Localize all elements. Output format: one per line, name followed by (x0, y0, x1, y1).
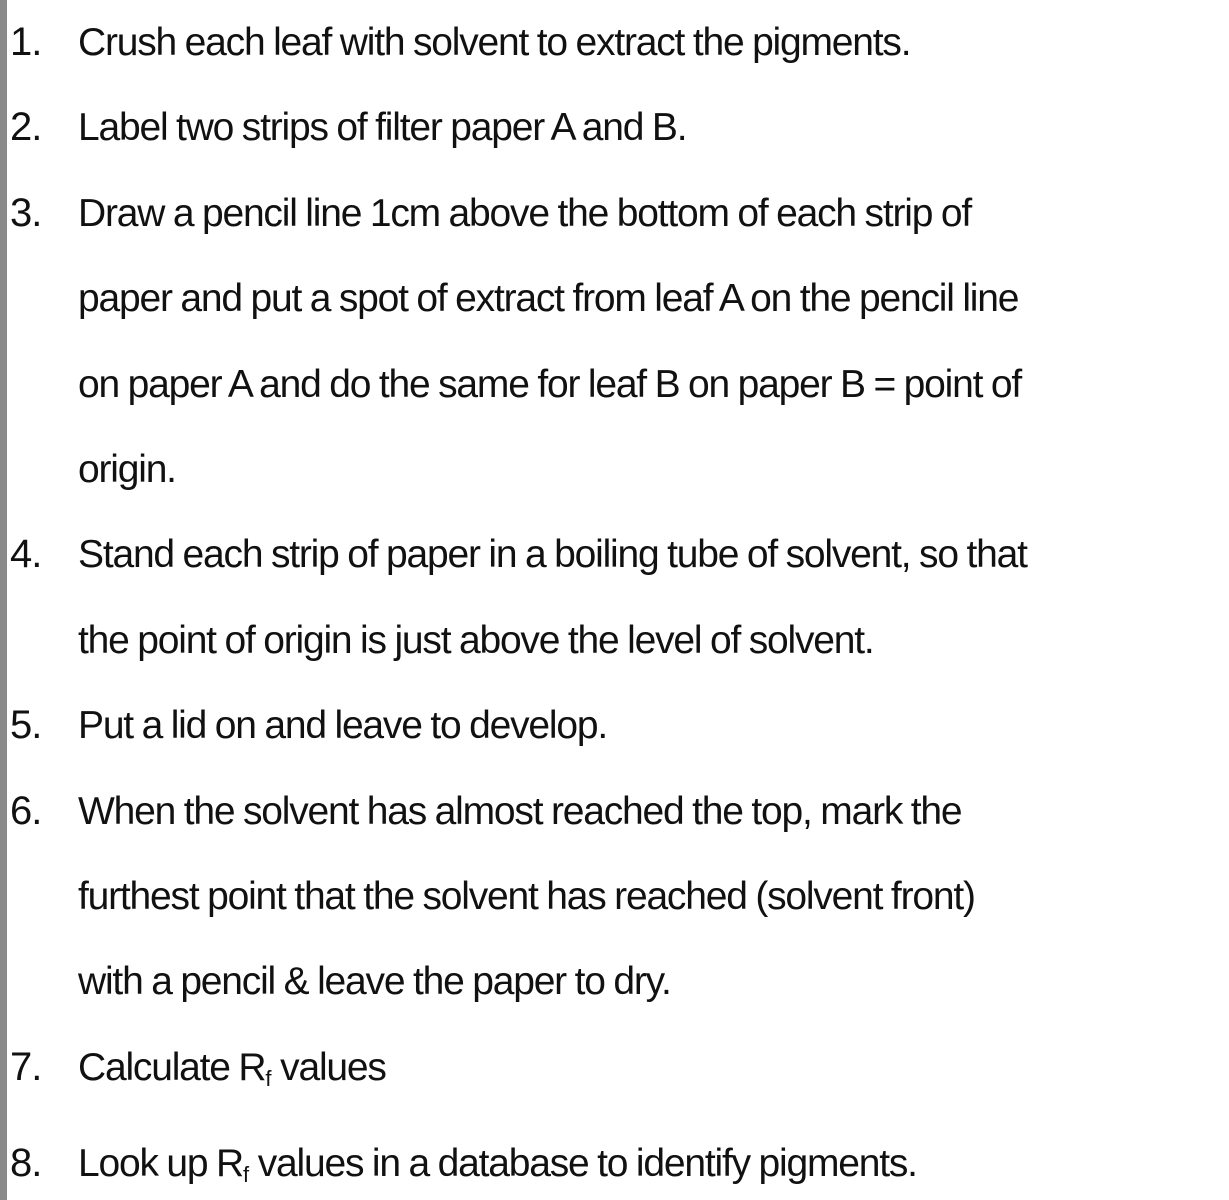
step-1 (0, 0, 1229, 85)
step-text-pre: Calculate R (78, 1045, 266, 1089)
step-8 (0, 1121, 1229, 1200)
step-text-line: furthest point that the solvent has reached (solvent front) (78, 875, 975, 919)
step-text-line: the point of origin is just above the level of solvent. (78, 618, 874, 662)
step-text-line (78, 1025, 1224, 1121)
step-text (78, 683, 1224, 768)
step-text-line: Put a lid on and leave to develop. (78, 704, 607, 748)
step-text (78, 171, 1224, 513)
step-text (78, 512, 1224, 683)
step-number: 5. (10, 703, 42, 748)
step-text-pre: Look up R (78, 1142, 243, 1186)
step-text-line: origin. (78, 448, 176, 492)
subscript-f: f (265, 1065, 272, 1091)
step-text (78, 1025, 1224, 1121)
step-number: 6. (10, 788, 42, 833)
step-3 (0, 171, 1229, 513)
step-text-line: with a pencil & leave the paper to dry. (78, 960, 671, 1004)
step-text-line: on paper A and do the same for leaf B on paper B = point of (78, 362, 1022, 406)
step-text-line (78, 1121, 1224, 1200)
step-number: 3. (10, 190, 42, 235)
step-text-post: values in a database to identify pigments. (249, 1142, 917, 1186)
step-text (78, 1121, 1224, 1200)
step-number: 4. (10, 532, 42, 577)
step-text-line: When the solvent has almost reached the top, mark the (78, 789, 962, 833)
step-7 (0, 1025, 1229, 1121)
step-number: 8. (10, 1141, 42, 1186)
step-6 (0, 769, 1229, 1025)
step-text-line: Label two strips of filter paper A and B. (78, 106, 687, 150)
step-number: 7. (10, 1044, 42, 1089)
step-4 (0, 512, 1229, 683)
step-text (78, 769, 1224, 1025)
step-2 (0, 85, 1229, 170)
step-text-line: Draw a pencil line 1cm above the bottom of each strip of (78, 191, 971, 235)
step-5 (0, 683, 1229, 768)
subscript-f: f (243, 1162, 250, 1188)
step-text-line: Crush each leaf with solvent to extract the pigments. (78, 21, 911, 64)
step-text-line: paper and put a spot of extract from leaf A on the pencil line (78, 277, 1019, 321)
step-text (78, 0, 1224, 85)
step-number: 2. (10, 105, 42, 150)
step-text (78, 85, 1224, 170)
step-text-post: values (271, 1045, 386, 1089)
step-number: 1. (10, 20, 42, 64)
step-text-line: Stand each strip of paper in a boiling tube of solvent, so that (78, 533, 1027, 577)
